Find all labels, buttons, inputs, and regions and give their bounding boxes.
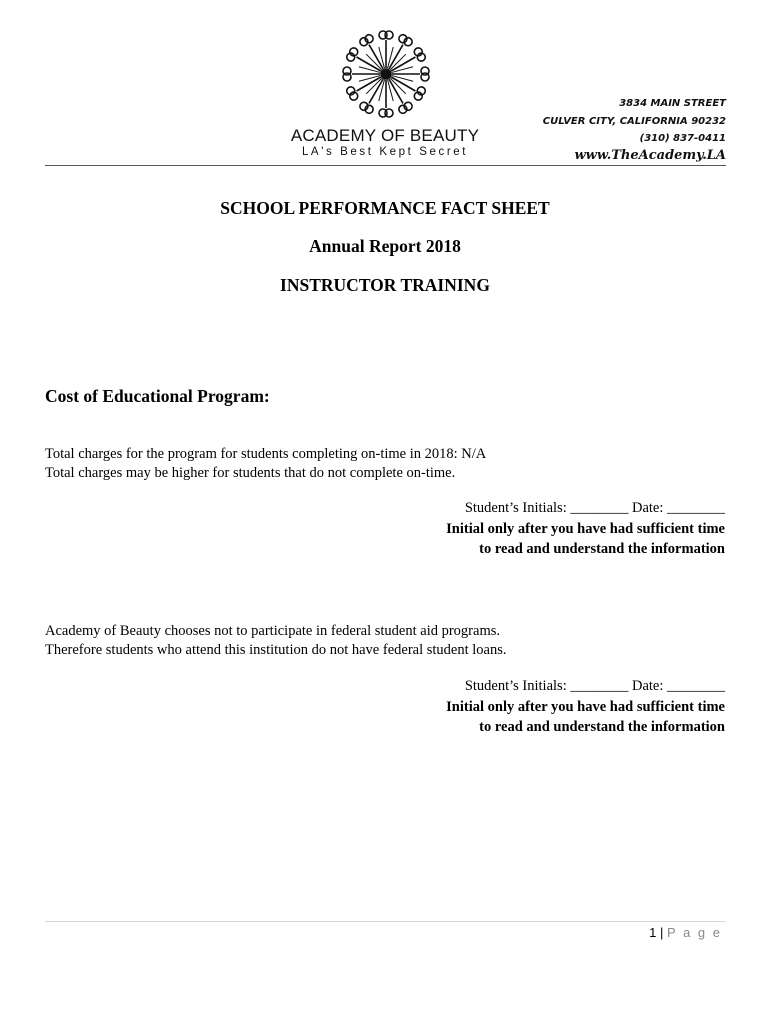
academy-logo-icon xyxy=(336,22,436,130)
initials-block-2 xyxy=(446,676,725,738)
logo-tagline: LA's Best Kept Secret xyxy=(301,146,469,158)
aid-paragraph xyxy=(45,622,506,660)
initials-note-line-1: Initial only after you have had sufficient time xyxy=(446,698,725,715)
initials-block-1 xyxy=(446,498,725,560)
section-heading: Cost of Educational Program: xyxy=(45,386,270,406)
charges-line-1: Total charges for the program for students completing on-time in 2018: N/A xyxy=(45,446,487,462)
initials-date-line: Student’s Initials: ________ Date: ________ xyxy=(464,500,725,516)
aid-line-2: Therefore students who attend this institution do not have federal student loans. xyxy=(45,642,507,658)
charges-line-2: Total charges may be higher for students that do not complete on-time. xyxy=(45,465,456,481)
program-title: INSTRUCTOR TRAINING xyxy=(280,275,490,295)
page-number-value: 1 xyxy=(649,925,657,940)
aid-line-1: Academy of Beauty chooses not to participate in federal student aid programs. xyxy=(45,623,500,639)
report-year-title: Annual Report 2018 xyxy=(309,236,461,256)
logo-title: ACADEMY OF BEAUTY xyxy=(290,126,480,145)
page-label: P a g e xyxy=(667,925,722,940)
header-divider xyxy=(45,165,726,166)
initials-note-line-2: to read and understand the information xyxy=(479,719,725,735)
page-number-separator: | xyxy=(660,925,664,940)
address-street: 3834 MAIN STREET xyxy=(619,98,726,109)
page-number xyxy=(649,925,722,940)
phone-number: (310) 837-0411 xyxy=(639,133,726,144)
address-city: CULVER CITY, CALIFORNIA 90232 xyxy=(542,116,726,127)
charges-paragraph xyxy=(45,445,486,483)
document-title: SCHOOL PERFORMANCE FACT SHEET xyxy=(220,198,550,218)
footer-divider xyxy=(45,921,726,922)
initials-note-line-2: to read and understand the information xyxy=(479,541,725,557)
website-link[interactable]: www.TheAcademy.LA xyxy=(574,148,726,163)
initials-date-line: Student’s Initials: ________ Date: ________ xyxy=(464,678,725,694)
initials-note-line-1: Initial only after you have had sufficient time xyxy=(446,520,725,537)
